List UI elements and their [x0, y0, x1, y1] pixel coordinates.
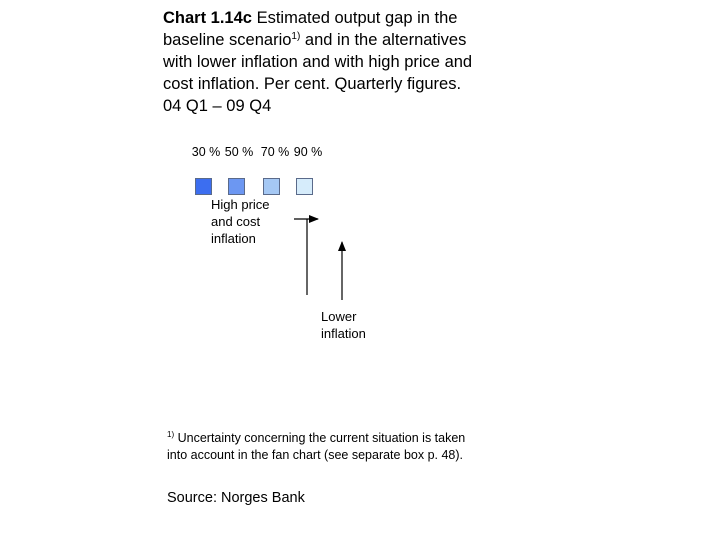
footnote-text: Uncertainty concerning the current situation is taken into account in the fan chart (see separate box p. 48). [167, 431, 466, 462]
annotation-high-price-line1: High price [211, 197, 270, 212]
footnote [167, 430, 477, 464]
source: Source: Norges Bank [167, 490, 305, 506]
title-text: Estimated output gap in the baseline scenario [163, 9, 458, 49]
title-footnote-marker: 1) [291, 31, 301, 42]
legend-label-70: 70 % [260, 145, 290, 159]
annotation-high-price-line3: inflation [211, 231, 256, 246]
chart-number: Chart 1.14c [163, 9, 252, 27]
annotation-high-price-line2: and cost [211, 214, 261, 229]
annotation-lower-inflation-line1: Lower [321, 309, 357, 324]
legend-label-30: 30 % [191, 145, 221, 159]
annotation-lower-inflation-line2: inflation [321, 326, 366, 341]
title-period: 04 Q1 – 09 Q4 [163, 97, 272, 115]
legend-label-90: 90 % [293, 145, 323, 159]
footnote-marker: 1) [167, 430, 175, 439]
legend-label-50: 50 % [224, 145, 254, 159]
title-rest: and in the alternatives with lower inflation and with high price and cost inflation. Per cent. Quarterly figures. [163, 31, 473, 93]
